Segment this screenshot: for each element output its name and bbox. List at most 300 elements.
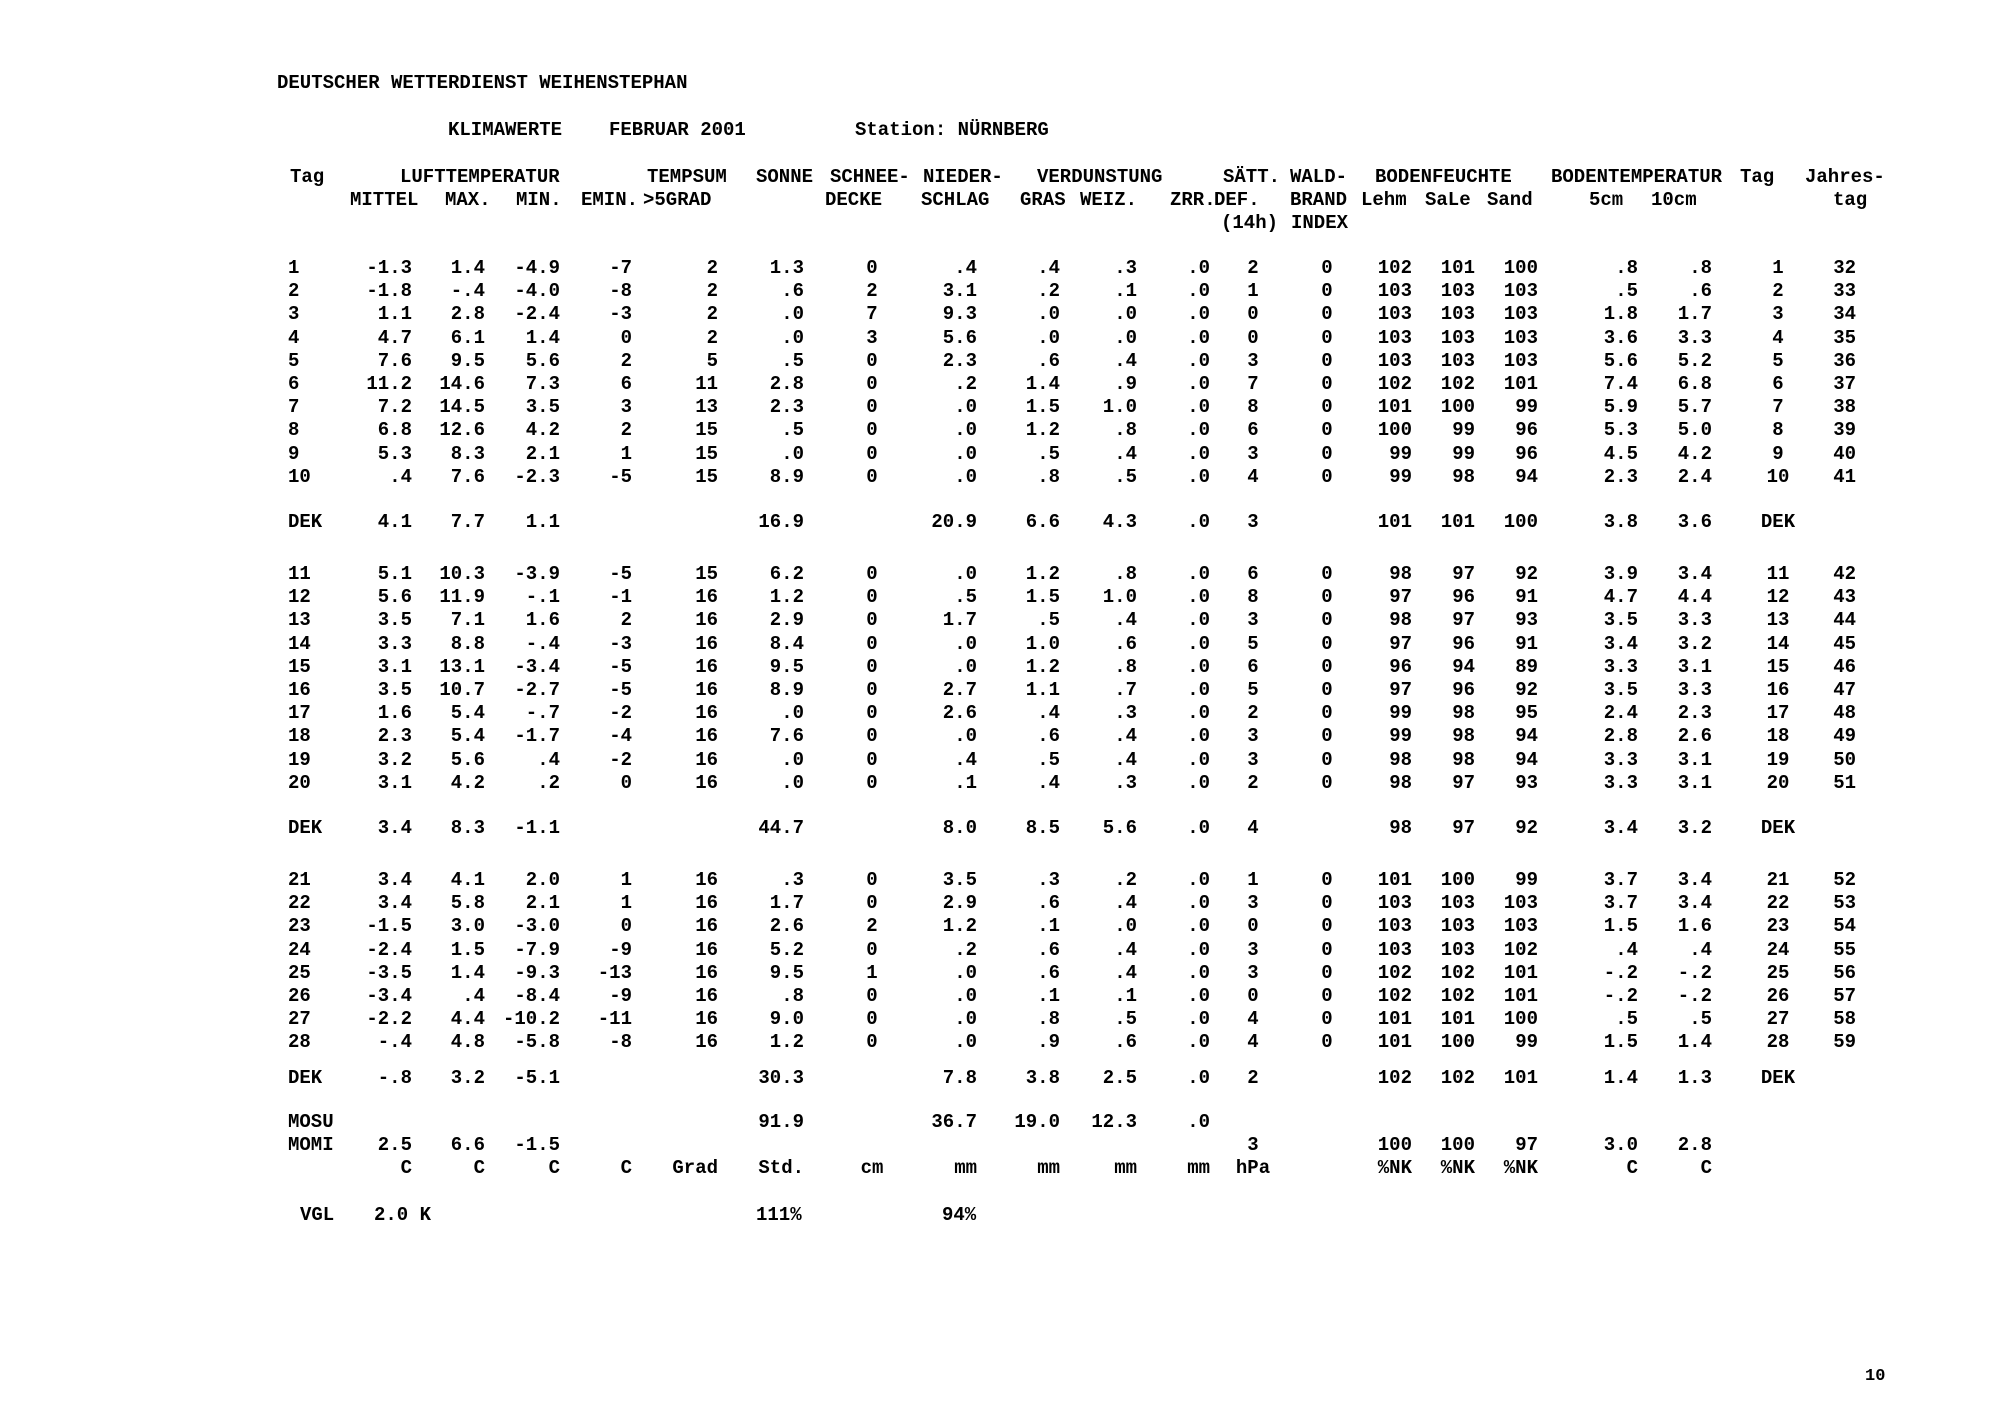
momi-cell: 100 [1440,1134,1475,1156]
dek-summary-cell: DEK [1760,511,1796,533]
table-cell: 4 [1247,1031,1259,1053]
table-cell: 6 [1247,656,1259,678]
table-cell: -.2 [1603,962,1638,984]
table-cell: .9 [1114,373,1137,395]
table-cell: .6 [781,280,804,302]
table-cell: 2.3 [942,350,977,372]
table-cell: -7 [609,257,632,279]
table-cell: 2.8 [450,303,485,325]
table-cell: 16 [695,915,718,937]
table-cell: 11 [288,563,311,585]
table-cell: 8 [1247,586,1259,608]
table-cell: 0 [1321,373,1333,395]
report-month: FEBRUAR 2001 [609,119,746,141]
table-cell: .5 [1037,749,1060,771]
table-cell: 1.7 [1677,303,1712,325]
units-cell: %NK [1377,1157,1412,1179]
table-cell: 3.3 [377,633,412,655]
table-cell: 99 [1389,466,1412,488]
table-cell: 102 [1377,257,1412,279]
table-cell: 17 [1766,702,1790,724]
table-cell: 96 [1515,443,1538,465]
table-cell: 1.5 [1025,396,1060,418]
table-cell: .0 [1187,725,1210,747]
table-cell: .4 [1037,257,1060,279]
table-cell: 37 [1833,373,1856,395]
dek-summary-cell: 3.4 [377,817,412,839]
table-cell: 6.8 [377,419,412,441]
table-cell: 0 [866,396,878,418]
table-cell: .4 [1689,939,1712,961]
table-cell: 5.6 [942,327,977,349]
table-cell: 0 [1321,915,1333,937]
table-cell: -8 [609,1031,632,1053]
table-cell: 3.3 [1677,327,1712,349]
table-cell: .2 [1037,280,1060,302]
table-cell: 1.1 [377,303,412,325]
table-cell: 57 [1833,985,1856,1007]
units-cell: mm [1187,1157,1210,1179]
table-cell: 16 [695,749,718,771]
table-cell: -3.0 [514,915,560,937]
dek-summary-cell: 7.7 [450,511,485,533]
table-cell: 2.1 [525,443,560,465]
table-cell: 4.4 [1677,586,1712,608]
table-cell: 35 [1833,327,1856,349]
table-cell: 16 [695,656,718,678]
table-cell: 1 [1772,257,1784,279]
table-cell: 4.2 [1677,443,1712,465]
mosu-cell: 36.7 [931,1111,977,1133]
col-header-6: VERDUNSTUNG [1037,166,1163,188]
table-cell: 7 [1772,396,1784,418]
table-cell: -.2 [1677,962,1712,984]
mosu-cell: MOSU [288,1111,334,1133]
table-cell: 99 [1389,702,1412,724]
table-cell: 3.5 [525,396,560,418]
table-cell: 9.5 [769,656,804,678]
table-cell: .4 [389,466,412,488]
col-subheader-12: Lehm [1361,189,1407,211]
table-cell: 103 [1503,280,1538,302]
table-cell: 9.5 [450,350,485,372]
dek-summary-cell: 98 [1389,817,1412,839]
table-cell: -3.4 [366,985,412,1007]
table-cell: 16 [695,609,718,631]
table-cell: 99 [1515,396,1538,418]
table-cell: .5 [781,419,804,441]
col-header-8: WALD- [1290,166,1348,188]
table-cell: 6 [620,373,632,395]
table-cell: 2 [1247,257,1259,279]
table-cell: 2 [620,350,632,372]
table-cell: .0 [954,419,977,441]
table-cell: -.4 [377,1031,412,1053]
table-cell: 23 [288,915,311,937]
table-cell: 0 [866,679,878,701]
vgl-temp: 2.0 K [374,1204,432,1226]
dek-summary-cell: .0 [1187,511,1210,533]
table-cell: .0 [1187,869,1210,891]
dek-summary-cell: .0 [1187,817,1210,839]
table-cell: .0 [1187,939,1210,961]
table-cell: 34 [1833,303,1856,325]
table-cell: .0 [1187,327,1210,349]
table-cell: 102 [1503,939,1538,961]
table-cell: 3.1 [1677,656,1712,678]
col-subheader-17: tag [1833,189,1868,211]
table-cell: 42 [1833,563,1856,585]
table-cell: 3.1 [1677,772,1712,794]
table-cell: 103 [1503,892,1538,914]
dek-summary-cell: 30.3 [758,1067,804,1089]
table-cell: 3.4 [1603,633,1638,655]
table-cell: 53 [1833,892,1856,914]
table-cell: -3 [609,303,632,325]
units-cell: mm [1114,1157,1137,1179]
table-cell: 99 [1515,869,1538,891]
dek-summary-cell: 2 [1247,1067,1259,1089]
table-cell: -4.0 [514,280,560,302]
units-cell: %NK [1503,1157,1538,1179]
table-cell: 99 [1452,419,1475,441]
table-cell: 43 [1833,586,1856,608]
momi-cell: 3 [1247,1134,1259,1156]
col-subheader-5: DECKE [825,189,883,211]
momi-cell: 100 [1377,1134,1412,1156]
col-subheader-0: MITTEL [350,189,419,211]
table-cell: .5 [1037,609,1060,631]
table-cell: 3.5 [1603,679,1638,701]
dek-summary-cell: 1.3 [1677,1067,1712,1089]
table-cell: 3.1 [377,772,412,794]
table-cell: 59 [1833,1031,1856,1053]
dek-summary-cell: 4 [1247,817,1259,839]
table-cell: -1.3 [366,257,412,279]
table-cell: 14.6 [439,373,485,395]
table-cell: .4 [1114,962,1137,984]
table-cell: -.7 [525,702,560,724]
mosu-cell: 19.0 [1014,1111,1060,1133]
dek-summary-cell: 102 [1377,1067,1412,1089]
table-cell: 0 [866,749,878,771]
table-cell: 4.8 [450,1031,485,1053]
table-cell: 6.8 [1677,373,1712,395]
dek-summary-cell: 20.9 [931,511,977,533]
table-cell: 10.3 [439,563,485,585]
table-cell: 6.2 [769,563,804,585]
table-cell: 5.2 [1677,350,1712,372]
mosu-cell: .0 [1187,1111,1210,1133]
table-cell: 3.4 [1677,869,1712,891]
col-subheader-7: GRAS [1020,189,1066,211]
table-cell: -1 [609,586,632,608]
table-cell: 19 [288,749,311,771]
table-cell: 0 [866,1031,878,1053]
table-cell: .4 [1114,749,1137,771]
table-cell: 0 [866,939,878,961]
table-cell: 2.3 [769,396,804,418]
table-cell: 96 [1452,633,1475,655]
table-cell: 3.3 [1677,679,1712,701]
table-cell: 3 [1247,350,1259,372]
table-cell: 2 [1247,772,1259,794]
table-cell: 7.2 [377,396,412,418]
mosu-cell: 12.3 [1091,1111,1137,1133]
dek-summary-cell: 97 [1452,817,1475,839]
table-cell: 16 [695,633,718,655]
table-cell: .0 [1187,257,1210,279]
table-cell: .0 [1114,303,1137,325]
table-cell: -9 [609,939,632,961]
table-cell: 0 [620,327,632,349]
table-cell: .4 [1114,939,1137,961]
table-cell: 52 [1833,869,1856,891]
table-cell: 16 [695,1008,718,1030]
table-cell: 12.6 [439,419,485,441]
table-cell: 1.8 [1603,303,1638,325]
table-cell: 1.5 [1025,586,1060,608]
table-cell: .0 [1037,303,1060,325]
table-cell: .0 [1187,466,1210,488]
col-header-7: SÄTT. [1223,166,1281,188]
page-number: 10 [1865,1367,1886,1386]
table-cell: .1 [1114,280,1137,302]
table-cell: -7.9 [514,939,560,961]
units-cell: C [1626,1157,1638,1179]
units-cell: Grad [672,1157,718,1179]
col-subheader-2: MIN. [516,189,562,211]
table-cell: 0 [1321,350,1333,372]
table-cell: 44 [1833,609,1856,631]
table-cell: 98 [1389,749,1412,771]
table-cell: -5.8 [514,1031,560,1053]
table-cell: .0 [1114,915,1137,937]
table-cell: 10 [1766,466,1790,488]
table-cell: 15 [695,563,718,585]
units-cell: C [1700,1157,1712,1179]
table-cell: .2 [954,373,977,395]
table-cell: 47 [1833,679,1856,701]
table-cell: 16 [695,679,718,701]
dek-summary-cell: DEK [1760,817,1796,839]
table-cell: 1.5 [450,939,485,961]
table-cell: 3.0 [450,915,485,937]
table-cell: 6.1 [450,327,485,349]
table-cell: 98 [1389,609,1412,631]
table-cell: 5.1 [377,563,412,585]
table-cell: 4.2 [450,772,485,794]
table-cell: 0 [1321,563,1333,585]
table-cell: 0 [1321,396,1333,418]
col-header-10: BODENTEMPERATUR [1551,166,1723,188]
table-cell: 3.5 [377,609,412,631]
table-cell: .0 [1187,373,1210,395]
table-cell: 98 [1452,725,1475,747]
table-cell: -2.4 [514,303,560,325]
table-cell: 23 [1766,915,1790,937]
table-cell: 103 [1377,350,1412,372]
table-cell: 4 [1247,1008,1259,1030]
table-cell: 8.3 [450,443,485,465]
table-cell: 89 [1515,656,1538,678]
table-cell: 6 [288,373,300,395]
table-cell: -.2 [1603,985,1638,1007]
table-cell: 0 [866,633,878,655]
table-cell: 102 [1377,373,1412,395]
table-cell: 16 [695,892,718,914]
table-cell: 0 [1321,303,1333,325]
table-cell: .4 [1037,702,1060,724]
table-cell: -2.3 [514,466,560,488]
col-subheader-10: DEF. [1214,189,1260,211]
table-cell: -2.2 [366,1008,412,1030]
table-cell: 0 [1247,915,1259,937]
table-cell: 3.1 [1677,749,1712,771]
table-cell: 2.8 [769,373,804,395]
table-cell: 0 [1321,1031,1333,1053]
table-cell: 14 [1766,633,1790,655]
table-cell: 0 [1321,679,1333,701]
dek-summary-cell: 101 [1440,511,1475,533]
table-cell: 1.4 [450,257,485,279]
col-subheader2-0: (14h) [1221,212,1279,234]
col-subheader-14: Sand [1487,189,1533,211]
table-cell: 22 [1766,892,1790,914]
table-cell: 32 [1833,257,1856,279]
table-cell: .5 [1615,280,1638,302]
table-cell: 102 [1377,985,1412,1007]
table-cell: 98 [1389,563,1412,585]
table-cell: 46 [1833,656,1856,678]
table-cell: 96 [1389,656,1412,678]
table-cell: 0 [1247,985,1259,1007]
table-cell: 28 [1766,1031,1790,1053]
table-cell: 3 [1247,725,1259,747]
table-cell: .6 [1037,962,1060,984]
units-cell: C [548,1157,560,1179]
table-cell: 5.4 [450,725,485,747]
table-cell: 2.6 [769,915,804,937]
table-cell: 2.8 [1603,725,1638,747]
table-cell: 17 [288,702,311,724]
table-cell: 5.2 [769,939,804,961]
table-cell: 0 [866,656,878,678]
table-cell: 2 [706,280,718,302]
table-cell: 1.5 [1603,915,1638,937]
col-header-2: TEMPSUM [647,166,727,188]
units-cell: C [400,1157,412,1179]
table-cell: 7.6 [377,350,412,372]
dek-summary-cell: 102 [1440,1067,1475,1089]
table-cell: 3 [1247,962,1259,984]
table-cell: 2.6 [1677,725,1712,747]
table-cell: 3 [1247,749,1259,771]
table-cell: 0 [1247,327,1259,349]
table-cell: 11 [695,373,718,395]
table-cell: .0 [1187,633,1210,655]
table-cell: .8 [1689,257,1712,279]
table-cell: 11.2 [366,373,412,395]
table-cell: 15 [695,466,718,488]
table-cell: 3.3 [1603,656,1638,678]
dek-summary-cell: 3.8 [1603,511,1638,533]
table-cell: .0 [781,443,804,465]
col-header-12: Jahres- [1805,166,1885,188]
table-cell: 24 [288,939,311,961]
table-cell: 33 [1833,280,1856,302]
table-cell: 3.2 [1677,633,1712,655]
table-cell: 16 [695,985,718,1007]
table-cell: 102 [1377,962,1412,984]
table-cell: .3 [1114,772,1137,794]
table-cell: 3 [1247,939,1259,961]
table-cell: 41 [1833,466,1856,488]
table-cell: -5 [609,563,632,585]
table-cell: 18 [1766,725,1790,747]
table-cell: 3 [620,396,632,418]
table-cell: 97 [1389,633,1412,655]
col-subheader-1: MAX. [445,189,491,211]
table-cell: .0 [1114,327,1137,349]
table-cell: .0 [1187,749,1210,771]
dek-summary-cell: 3.2 [450,1067,485,1089]
table-cell: 97 [1452,563,1475,585]
table-cell: .0 [1187,702,1210,724]
table-cell: .5 [781,350,804,372]
table-cell: -4 [609,725,632,747]
table-cell: 103 [1377,892,1412,914]
table-cell: 0 [866,563,878,585]
table-cell: 1 [1247,280,1259,302]
table-cell: .0 [1187,1031,1210,1053]
table-cell: .6 [1689,280,1712,302]
table-cell: 4.1 [450,869,485,891]
table-cell: 99 [1389,443,1412,465]
table-cell: .0 [954,985,977,1007]
momi-cell: 3.0 [1603,1134,1638,1156]
table-cell: 0 [866,869,878,891]
dek-summary-cell: 4.3 [1102,511,1137,533]
table-cell: .0 [954,1008,977,1030]
table-cell: 2.1 [525,892,560,914]
table-cell: 2 [706,257,718,279]
table-cell: -9 [609,985,632,1007]
table-cell: 0 [1321,419,1333,441]
table-cell: 98 [1452,749,1475,771]
dek-summary-cell: 1.4 [1603,1067,1638,1089]
table-cell: 2.7 [942,679,977,701]
table-cell: 0 [866,725,878,747]
table-cell: 3 [288,303,300,325]
table-cell: -2.7 [514,679,560,701]
table-cell: 1.5 [1603,1031,1638,1053]
table-cell: 4.5 [1603,443,1638,465]
table-cell: .9 [1037,1031,1060,1053]
table-cell: 13.1 [439,656,485,678]
table-cell: .0 [781,303,804,325]
table-cell: 102 [1440,985,1475,1007]
table-cell: 1.6 [1677,915,1712,937]
table-cell: .0 [954,466,977,488]
table-cell: .0 [1187,396,1210,418]
table-cell: .6 [1037,939,1060,961]
table-cell: 99 [1515,1031,1538,1053]
col-subheader-3: EMIN. [581,189,639,211]
table-cell: 15 [1766,656,1790,678]
table-cell: 0 [866,609,878,631]
table-cell: 27 [1766,1008,1790,1030]
